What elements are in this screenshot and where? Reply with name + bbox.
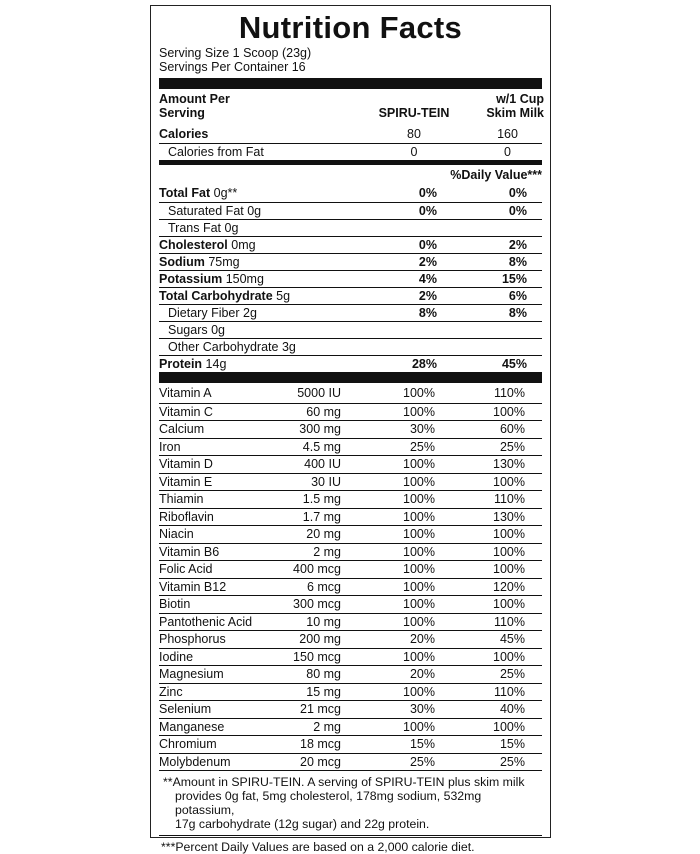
vitamin-dv-col2: 100% bbox=[493, 719, 525, 734]
vitamin-dv-col2: 110% bbox=[493, 614, 525, 629]
nutrient-dv-col1: 2% bbox=[418, 289, 437, 303]
nutrient-row bbox=[159, 219, 542, 236]
nutrient-label bbox=[159, 356, 226, 373]
nutrient-dv-col1: 0% bbox=[418, 204, 437, 218]
vitamin-amount: 1.7 mg bbox=[302, 509, 341, 524]
vitamin-amount: 80 mg bbox=[306, 667, 341, 681]
vitamin-dv-col2: 100% bbox=[493, 544, 525, 559]
nutrient-row bbox=[159, 202, 542, 219]
vitamin-dv-col2: 40% bbox=[499, 702, 525, 716]
vitamin-dv-col1: 100% bbox=[403, 562, 435, 576]
vitamin-dv-col2: 100% bbox=[493, 404, 525, 419]
vitamin-dv-col2: 100% bbox=[493, 597, 525, 611]
vitamin-row bbox=[159, 665, 542, 683]
vitamin-name: Chromium bbox=[159, 737, 217, 751]
vitamin-name: Molybdenum bbox=[159, 754, 231, 769]
vitamin-row bbox=[159, 455, 542, 473]
thick-divider bbox=[159, 78, 542, 89]
vitamin-dv-col1: 100% bbox=[403, 404, 435, 419]
vitamin-row bbox=[159, 630, 542, 648]
vitamin-amount: 150 mcg bbox=[293, 649, 341, 664]
nutrient-row bbox=[159, 185, 542, 202]
nutrient-dv-col2: 2% bbox=[508, 238, 527, 252]
vitamin-amount: 60 mg bbox=[306, 404, 341, 419]
vitamin-amount: 400 IU bbox=[304, 457, 341, 471]
vitamin-amount: 18 mcg bbox=[300, 737, 341, 751]
vitamin-dv-col2: 25% bbox=[499, 754, 525, 769]
vitamin-row bbox=[159, 718, 542, 736]
vitamin-row bbox=[159, 385, 542, 403]
vitamin-name: Zinc bbox=[159, 684, 183, 699]
vitamin-name: Pantothenic Acid bbox=[159, 614, 253, 629]
vitamin-name: Niacin bbox=[159, 527, 194, 541]
vitamin-dv-col1: 100% bbox=[403, 544, 435, 559]
vitamin-amount: 6 mcg bbox=[306, 579, 341, 594]
vitamin-dv-col1: 100% bbox=[403, 597, 435, 611]
vitamin-row bbox=[159, 613, 542, 631]
vitamin-dv-col2: 25% bbox=[499, 667, 525, 681]
calories-fat-row bbox=[159, 143, 542, 160]
vitamin-row bbox=[159, 508, 542, 526]
vitamin-row bbox=[159, 700, 542, 718]
vitamin-name: Thiamin bbox=[159, 492, 204, 506]
nutrient-row bbox=[159, 253, 542, 270]
nutrient-label bbox=[159, 254, 240, 271]
vitamin-amount: 21 mcg bbox=[300, 702, 341, 716]
vitamin-amount: 20 mg bbox=[306, 527, 341, 541]
vitamin-name: Manganese bbox=[159, 719, 225, 734]
vitamin-dv-col1: 15% bbox=[409, 737, 435, 751]
column-header bbox=[159, 89, 542, 126]
nutrient-amount: 0g** bbox=[210, 186, 238, 200]
vitamin-row bbox=[159, 438, 542, 456]
vitamin-dv-col2: 110% bbox=[493, 492, 525, 506]
vitamin-row bbox=[159, 560, 542, 578]
nutrient-amount: 75mg bbox=[204, 255, 240, 269]
nutrient-row bbox=[159, 338, 542, 355]
thick-divider bbox=[159, 372, 542, 383]
vitamin-dv-col1: 20% bbox=[409, 667, 435, 681]
vitamin-row bbox=[159, 683, 542, 701]
nutrient-label: Sugars 0g bbox=[168, 323, 225, 337]
vitamin-dv-col2: 45% bbox=[499, 632, 525, 646]
nutrient-amount: 14g bbox=[202, 357, 227, 371]
vitamin-dv-col1: 100% bbox=[403, 684, 435, 699]
nutrient-dv-col2: 6% bbox=[508, 289, 527, 303]
nutrient-name: Protein bbox=[159, 357, 203, 371]
vitamin-amount: 2 mg bbox=[313, 544, 341, 559]
nutrient-dv-col1: 2% bbox=[418, 255, 437, 269]
vitamin-dv-col1: 100% bbox=[403, 614, 435, 629]
vitamin-amount: 300 mcg bbox=[293, 597, 341, 611]
vitamin-row bbox=[159, 473, 542, 491]
vitamin-amount: 1.5 mg bbox=[302, 492, 341, 506]
amount-per-serving-label: Amount Per Serving bbox=[159, 92, 230, 120]
vitamin-dv-col1: 100% bbox=[403, 457, 435, 471]
vitamin-dv-col1: 100% bbox=[403, 474, 435, 489]
vitamin-row bbox=[159, 753, 542, 771]
vitamin-dv-col2: 25% bbox=[499, 439, 525, 454]
footnote-amounts: **Amount in SPIRU-TEIN. A serving of SPIRU-TEIN plus skim milk provides 0g fat, 5mg cholesterol, 178mg sodium, 532mg potassium, 17g carbohydrate (12g sugar) and 22g protein. bbox=[163, 775, 525, 831]
vitamin-row bbox=[159, 403, 542, 421]
vitamin-row bbox=[159, 735, 542, 753]
vitamin-dv-col2: 130% bbox=[493, 457, 525, 471]
nutrient-row bbox=[159, 287, 542, 304]
footnote-daily-values: ***Percent Daily Values are based on a 2,000 calorie diet. bbox=[161, 840, 475, 854]
vitamin-name: Riboflavin bbox=[159, 509, 214, 524]
vitamin-name: Selenium bbox=[159, 702, 212, 716]
calories-row bbox=[159, 126, 542, 143]
nutrient-dv-col2: 8% bbox=[508, 306, 527, 320]
vitamin-dv-col2: 110% bbox=[493, 386, 525, 400]
vitamin-name: Vitamin B6 bbox=[159, 544, 220, 559]
vitamin-name: Iodine bbox=[159, 649, 194, 664]
vitamin-dv-col2: 60% bbox=[499, 422, 525, 436]
nutrient-dv-col2: 45% bbox=[501, 357, 527, 371]
vitamin-name: Vitamin A bbox=[159, 386, 212, 400]
vitamin-name: Vitamin C bbox=[159, 404, 213, 419]
nutrient-dv-col1: 0% bbox=[418, 186, 437, 200]
nutrition-facts-panel bbox=[150, 5, 551, 854]
nutrient-dv-col1: 4% bbox=[418, 272, 437, 286]
vitamin-dv-col1: 25% bbox=[409, 439, 435, 454]
vitamin-row bbox=[159, 543, 542, 561]
nutrient-label: Dietary Fiber 2g bbox=[168, 306, 257, 320]
nutrient-label bbox=[159, 185, 237, 202]
vitamin-name: Phosphorus bbox=[159, 632, 226, 646]
nutrient-dv-col1: 28% bbox=[411, 357, 437, 371]
nutrient-amount: 150mg bbox=[222, 272, 264, 286]
vitamin-amount: 20 mcg bbox=[300, 754, 341, 769]
nutrient-label bbox=[159, 237, 256, 254]
vitamin-amount: 4.5 mg bbox=[302, 439, 341, 454]
vitamin-name: Vitamin B12 bbox=[159, 579, 227, 594]
vitamin-name: Biotin bbox=[159, 597, 191, 611]
daily-value-header: %Daily Value*** bbox=[450, 168, 542, 182]
vitamin-row bbox=[159, 595, 542, 613]
nutrient-label bbox=[159, 271, 264, 288]
vitamin-name: Magnesium bbox=[159, 667, 224, 681]
col1-header: SPIRU-TEIN bbox=[378, 106, 450, 120]
vitamin-amount: 200 mg bbox=[299, 632, 341, 646]
col2-header: w/1 Cup Skim Milk bbox=[486, 92, 544, 120]
vitamin-row bbox=[159, 578, 542, 596]
nutrient-label: Trans Fat 0g bbox=[168, 221, 239, 235]
servings-per-container: Servings Per Container 16 bbox=[159, 60, 306, 74]
calories-fat-v1: 0 bbox=[410, 145, 418, 159]
vitamin-amount: 300 mg bbox=[299, 422, 341, 436]
panel-title: Nutrition Facts bbox=[238, 10, 463, 45]
vitamin-name: Calcium bbox=[159, 422, 205, 436]
vitamin-dv-col1: 100% bbox=[403, 509, 435, 524]
calories-label: Calories bbox=[159, 127, 209, 141]
vitamin-dv-col1: 100% bbox=[403, 492, 435, 506]
vitamin-dv-col1: 100% bbox=[403, 527, 435, 541]
vitamin-name: Iron bbox=[159, 439, 181, 454]
vitamin-name: Vitamin D bbox=[159, 457, 213, 471]
nutrient-row bbox=[159, 304, 542, 321]
nutrient-row bbox=[159, 355, 542, 372]
vitamin-amount: 10 mg bbox=[306, 614, 341, 629]
nutrient-name: Cholesterol bbox=[159, 238, 228, 252]
vitamin-dv-col2: 110% bbox=[493, 684, 525, 699]
nutrient-dv-col1: 0% bbox=[418, 238, 437, 252]
nutrient-label: Saturated Fat 0g bbox=[168, 204, 262, 218]
nutrient-label: Other Carbohydrate 3g bbox=[168, 340, 296, 354]
vitamin-dv-col1: 100% bbox=[403, 719, 435, 734]
vitamin-dv-col2: 120% bbox=[493, 579, 525, 594]
nutrient-row bbox=[159, 321, 542, 338]
nutrient-amount: 0mg bbox=[227, 238, 256, 252]
vitamin-dv-col2: 100% bbox=[493, 474, 525, 489]
serving-size: Serving Size 1 Scoop (23g) bbox=[159, 46, 312, 60]
vitamin-row bbox=[159, 525, 542, 543]
nutrient-dv-col2: 0% bbox=[508, 204, 527, 218]
vitamin-dv-col2: 100% bbox=[493, 527, 525, 541]
vitamin-dv-col1: 100% bbox=[403, 579, 435, 594]
vitamin-amount: 5000 IU bbox=[297, 386, 341, 400]
nutrient-label bbox=[159, 288, 290, 305]
vitamin-dv-col2: 15% bbox=[499, 737, 525, 751]
vitamin-amount: 30 IU bbox=[311, 474, 341, 489]
nutrient-name: Total Carbohydrate bbox=[159, 289, 273, 303]
nutrient-name: Sodium bbox=[159, 255, 205, 269]
calories-v2: 160 bbox=[497, 127, 518, 141]
vitamin-dv-col1: 30% bbox=[409, 422, 435, 436]
nutrient-amount: 5g bbox=[272, 289, 291, 303]
calories-v1: 80 bbox=[407, 127, 421, 141]
vitamin-row bbox=[159, 490, 542, 508]
nutrient-row bbox=[159, 270, 542, 287]
vitamin-name: Vitamin E bbox=[159, 474, 213, 489]
vitamin-list bbox=[159, 383, 542, 770]
nutrient-dv-col2: 15% bbox=[501, 272, 527, 286]
vitamin-dv-col1: 100% bbox=[403, 649, 435, 664]
nutrient-dv-col1: 8% bbox=[418, 306, 437, 320]
vitamin-dv-col2: 100% bbox=[493, 649, 525, 664]
calories-fat-label: Calories from Fat bbox=[168, 145, 264, 159]
vitamin-amount: 15 mg bbox=[306, 684, 341, 699]
calories-fat-v2: 0 bbox=[504, 145, 511, 159]
vitamin-dv-col1: 25% bbox=[409, 754, 435, 769]
vitamin-row bbox=[159, 420, 542, 438]
vitamin-amount: 2 mg bbox=[313, 719, 341, 734]
vitamin-dv-col2: 100% bbox=[493, 562, 525, 576]
nutrient-name: Total Fat bbox=[159, 186, 211, 200]
vitamin-dv-col1: 30% bbox=[409, 702, 435, 716]
vitamin-dv-col2: 130% bbox=[493, 509, 525, 524]
vitamin-dv-col1: 100% bbox=[403, 386, 435, 400]
vitamin-dv-col1: 20% bbox=[409, 632, 435, 646]
nutrient-name: Potassium bbox=[159, 272, 223, 286]
vitamin-amount: 400 mcg bbox=[293, 562, 341, 576]
vitamin-row bbox=[159, 648, 542, 666]
nutrient-dv-col2: 0% bbox=[508, 186, 527, 200]
nutrient-list bbox=[159, 185, 542, 372]
nutrient-row bbox=[159, 236, 542, 253]
vitamin-name: Folic Acid bbox=[159, 562, 213, 576]
nutrient-dv-col2: 8% bbox=[508, 255, 527, 269]
